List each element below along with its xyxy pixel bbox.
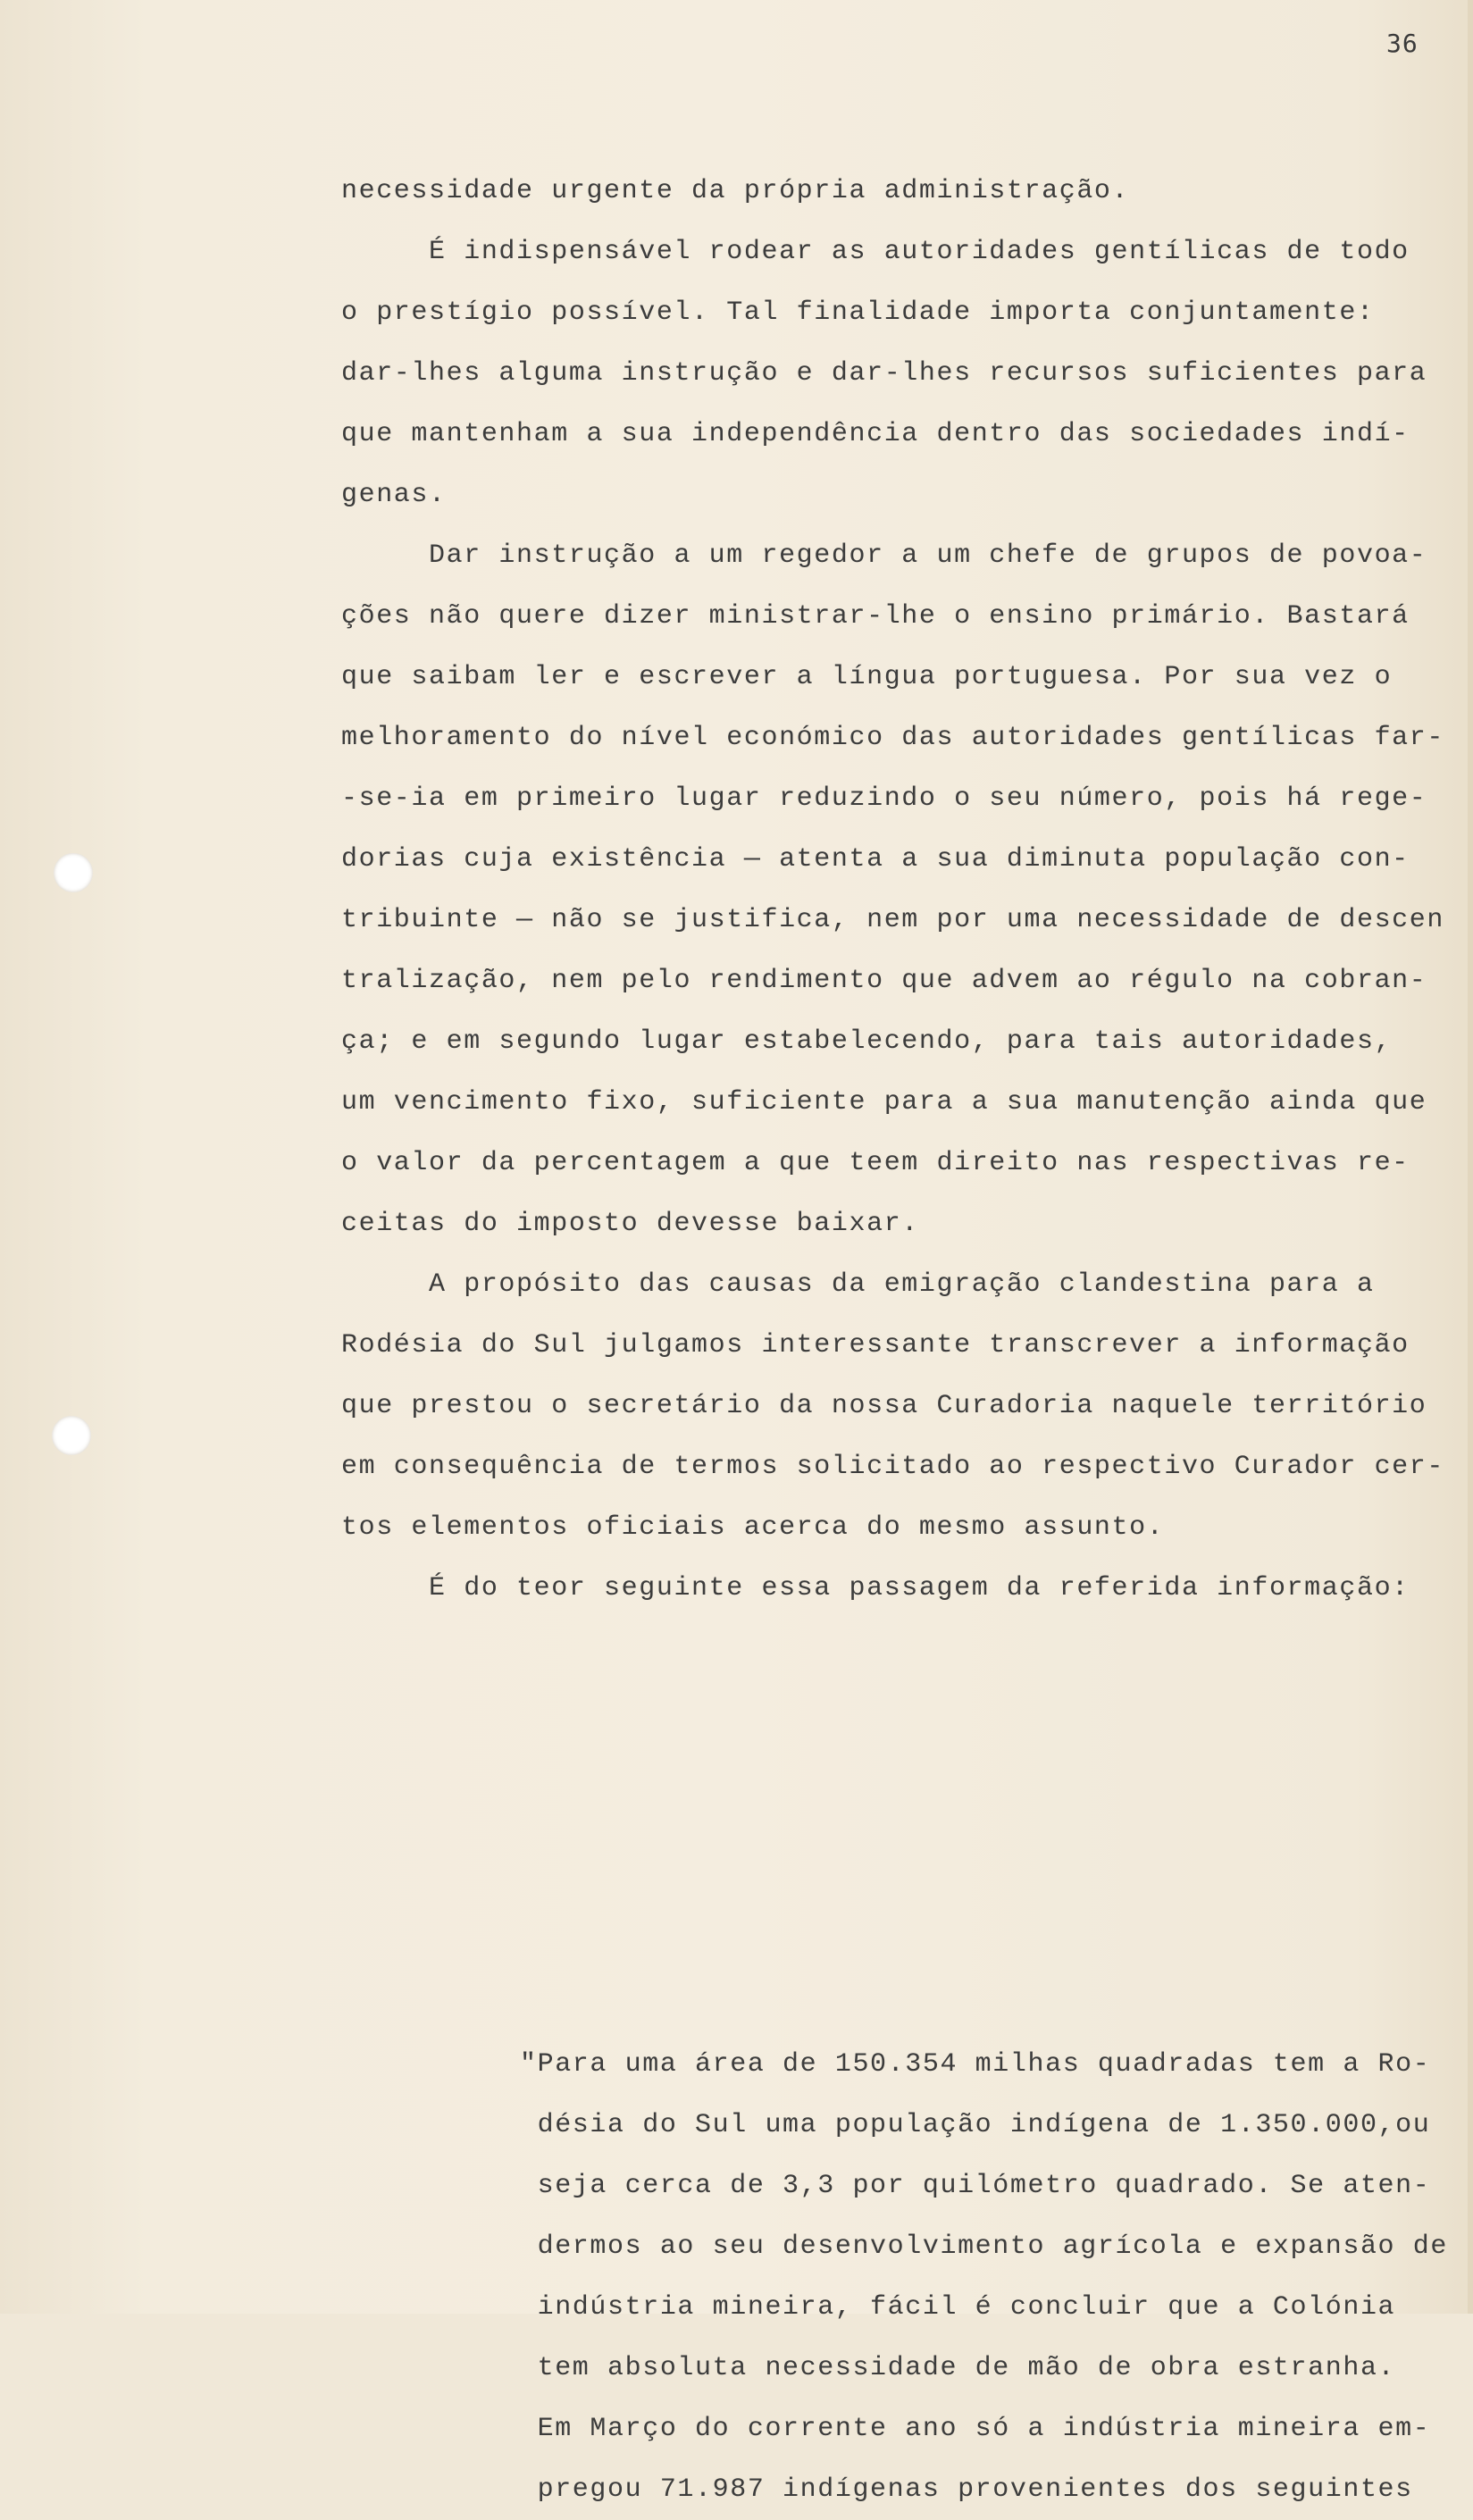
body-line: tos elementos oficiais acerca do mesmo assunto. bbox=[341, 1512, 1165, 1543]
punch-hole-bottom bbox=[52, 1416, 91, 1455]
body-text bbox=[341, 161, 1458, 1619]
page-number: 36 bbox=[1386, 29, 1419, 58]
quote-line: désia do Sul uma população indígena de 1.350.000,ou bbox=[520, 2110, 1431, 2140]
body-line: genas. bbox=[341, 480, 447, 510]
body-line: ça; e em segundo lugar estabelecendo, para tais autoridades, bbox=[341, 1026, 1393, 1057]
body-line: um vencimento fixo, suficiente para a sua manutenção ainda que bbox=[341, 1087, 1427, 1118]
body-line: É indispensável rodear as autoridades gentílicas de todo bbox=[341, 237, 1410, 267]
body-line: tribuinte — não se justifica, nem por uma necessidade de descen bbox=[341, 905, 1444, 935]
body-line: Rodésia do Sul julgamos interessante transcrever a informação bbox=[341, 1330, 1410, 1360]
punch-hole-top bbox=[54, 853, 93, 892]
quote-line: pregou 71.987 indígenas provenientes dos seguintes bbox=[520, 2474, 1413, 2505]
body-line: o prestígio possível. Tal finalidade importa conjuntamente: bbox=[341, 297, 1375, 328]
body-line: em consequência de termos solicitado ao respectivo Curador cer- bbox=[341, 1452, 1444, 1482]
body-line: Dar instrução a um regedor a um chefe de grupos de povoa- bbox=[341, 540, 1427, 571]
body-line: o valor da percentagem a que teem direito nas respectivas re- bbox=[341, 1148, 1410, 1178]
quote-line: "Para uma área de 150.354 milhas quadradas tem a Ro- bbox=[520, 2049, 1431, 2080]
body-line: ções não quere dizer ministrar-lhe o ensino primário. Bastará bbox=[341, 601, 1410, 632]
quote-line: indústria mineira, fácil é concluir que a Colónia bbox=[520, 2292, 1396, 2323]
quote-line: seja cerca de 3,3 por quilómetro quadrado. Se aten- bbox=[520, 2171, 1431, 2201]
body-line: tralização, nem pelo rendimento que advem ao régulo na cobran- bbox=[341, 966, 1427, 996]
body-line: ceitas do imposto devesse baixar. bbox=[341, 1209, 919, 1239]
body-line: melhoramento do nível económico das autoridades gentílicas far- bbox=[341, 723, 1444, 753]
body-line: dorias cuja existência — atenta a sua diminuta população con- bbox=[341, 844, 1410, 875]
quote-line: dermos ao seu desenvolvimento agrícola e expansão de bbox=[520, 2231, 1448, 2262]
quote-line: tem absoluta necessidade de mão de obra estranha. bbox=[520, 2353, 1396, 2383]
body-line: A propósito das causas da emigração clandestina para a bbox=[341, 1269, 1375, 1300]
body-line: que saibam ler e escrever a língua portuguesa. Por sua vez o bbox=[341, 662, 1393, 692]
quote-line: Em Março do corrente ano só a indústria mineira em- bbox=[520, 2414, 1431, 2444]
body-line: dar-lhes alguma instrução e dar-lhes recursos suficientes para bbox=[341, 358, 1427, 389]
body-line: necessidade urgente da própria administração. bbox=[341, 176, 1130, 206]
body-line: -se-ia em primeiro lugar reduzindo o seu número, pois há rege- bbox=[341, 783, 1427, 814]
body-line: que mantenham a sua independência dentro das sociedades indí- bbox=[341, 419, 1410, 449]
page-edge bbox=[1468, 0, 1473, 2314]
quoted-passage bbox=[520, 2034, 1467, 2520]
body-line: que prestou o secretário da nossa Curadoria naquele território bbox=[341, 1391, 1427, 1421]
body-line: É do teor seguinte essa passagem da referida informação: bbox=[341, 1573, 1410, 1603]
